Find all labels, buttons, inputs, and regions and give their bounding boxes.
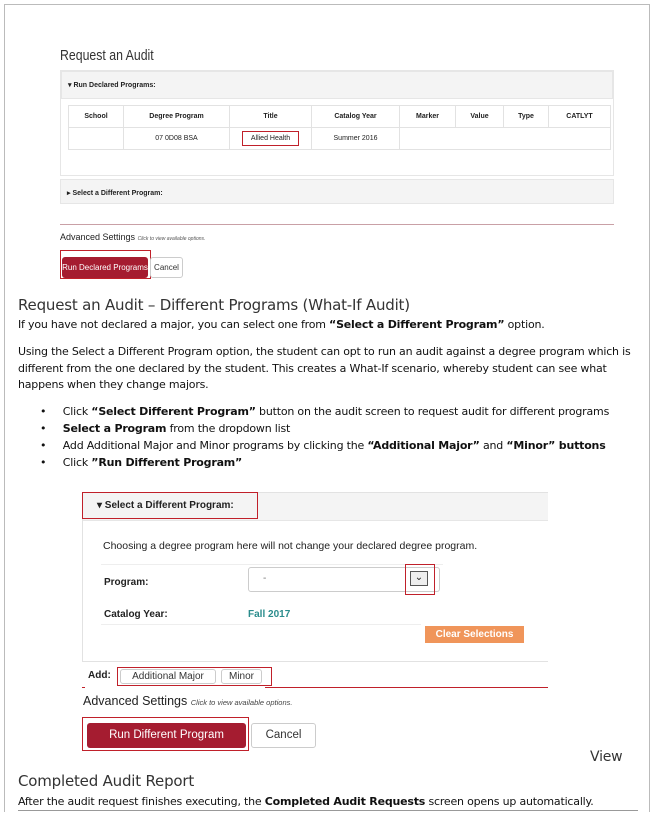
advanced-hint: Click to view available options. (190, 698, 293, 707)
audit-title: Request an Audit (60, 47, 154, 64)
col-school: School (69, 106, 124, 128)
text: option. (504, 318, 545, 331)
text: screen opens up automatically. (425, 795, 594, 808)
paragraph (18, 795, 594, 808)
text: and (479, 439, 507, 452)
text: Select a Program (62, 422, 167, 435)
declared-panel (60, 70, 614, 176)
list-item: • Add Additional Major and Minor programs by clicking the “Additional Major” and “Minor” buttons (40, 439, 606, 452)
cell (456, 128, 504, 150)
advanced-settings[interactable] (60, 232, 205, 242)
declared-header[interactable]: ▾ Run Declared Programs: (61, 71, 613, 99)
divider (18, 810, 638, 811)
cell: Summer 2016 (312, 128, 400, 150)
different-header[interactable]: ▾ Select a Different Program: (82, 492, 258, 519)
program-label: Program: (104, 577, 149, 588)
divider (101, 564, 443, 565)
cell: 07 0D08 BSA (124, 128, 230, 150)
list-item: • Click “Select Different Program” button on the audit screen to request audit for different programs (40, 405, 610, 418)
divider (265, 687, 548, 688)
col-title: Title (230, 106, 312, 128)
catalog-label: Catalog Year: (104, 609, 168, 620)
list-item: • Click ”Run Different Program” (40, 456, 243, 469)
col-marker: Marker (400, 106, 456, 128)
divider (60, 224, 614, 225)
text: “Minor” buttons (506, 439, 606, 452)
note: Choosing a degree program here will not change your declared degree program. (103, 540, 478, 552)
paragraph (18, 318, 545, 331)
col-catalog: Catalog Year (312, 106, 400, 128)
advanced-label: Advanced Settings (83, 694, 188, 708)
table-header-row (69, 106, 611, 128)
chevron-down-icon[interactable]: ⌄ (410, 571, 428, 586)
cell (69, 128, 124, 150)
advanced-settings[interactable] (83, 694, 292, 708)
col-catlyt: CATLYT (549, 106, 611, 128)
text: “Additional Major” (367, 439, 480, 452)
text: ”Run Different Program” (91, 456, 243, 469)
run-different-button[interactable]: Run Different Program (87, 723, 246, 748)
text: “Select Different Program” (91, 405, 256, 418)
text: “Select a Different Program” (329, 318, 505, 331)
text: Click (62, 456, 92, 469)
advanced-hint: Click to view available options. (137, 236, 206, 242)
text: If you have not declared a major, you can select one from (18, 318, 330, 331)
bullet-list (40, 403, 640, 471)
clear-selections-button[interactable]: Clear Selections (425, 626, 524, 643)
text: Add Additional Major and Minor programs by clicking the (62, 439, 368, 452)
list-item: • Select a Program from the dropdown list (40, 422, 291, 435)
col-type: Type (504, 106, 549, 128)
text: Completed Audit Requests (264, 795, 426, 808)
cell (400, 128, 456, 150)
section-heading: Request an Audit – Different Programs (What-If Audit) (18, 296, 410, 314)
minor-button[interactable]: Minor (221, 669, 262, 684)
text: After the audit request finishes executing, the (18, 795, 265, 808)
declared-table (68, 105, 611, 150)
title-highlight: Allied Health (242, 131, 299, 146)
table-row[interactable] (69, 128, 611, 150)
paragraph: Using the Select a Different Program option, the student can opt to run an audit against a degree program which is different from the one declared by the student. This creates a What-If scenario, whereby student can see what happens when they change majors. (18, 345, 631, 391)
col-value: Value (456, 106, 504, 128)
different-header[interactable]: ▸ Select a Different Program: (60, 179, 614, 204)
divider (82, 687, 85, 688)
run-declared-button[interactable]: Run Declared Programs (62, 257, 148, 278)
text: from the dropdown list (166, 422, 291, 435)
program-value: - (263, 573, 267, 584)
col-degree: Degree Program (124, 106, 230, 128)
text: Click (62, 405, 92, 418)
additional-major-button[interactable]: Additional Major (120, 669, 216, 684)
catalog-value: Fall 2017 (248, 609, 291, 620)
divider (101, 624, 421, 625)
section-heading: Completed Audit Report (18, 772, 195, 790)
cell (504, 128, 549, 150)
cancel-button[interactable]: Cancel (150, 257, 183, 278)
advanced-label: Advanced Settings (60, 232, 136, 242)
cell (230, 128, 312, 150)
view-text: View (590, 749, 623, 765)
add-label: Add: (88, 670, 111, 681)
cancel-button[interactable]: Cancel (251, 723, 316, 748)
text: button on the audit screen to request audit for different programs (255, 405, 610, 418)
cell (549, 128, 611, 150)
